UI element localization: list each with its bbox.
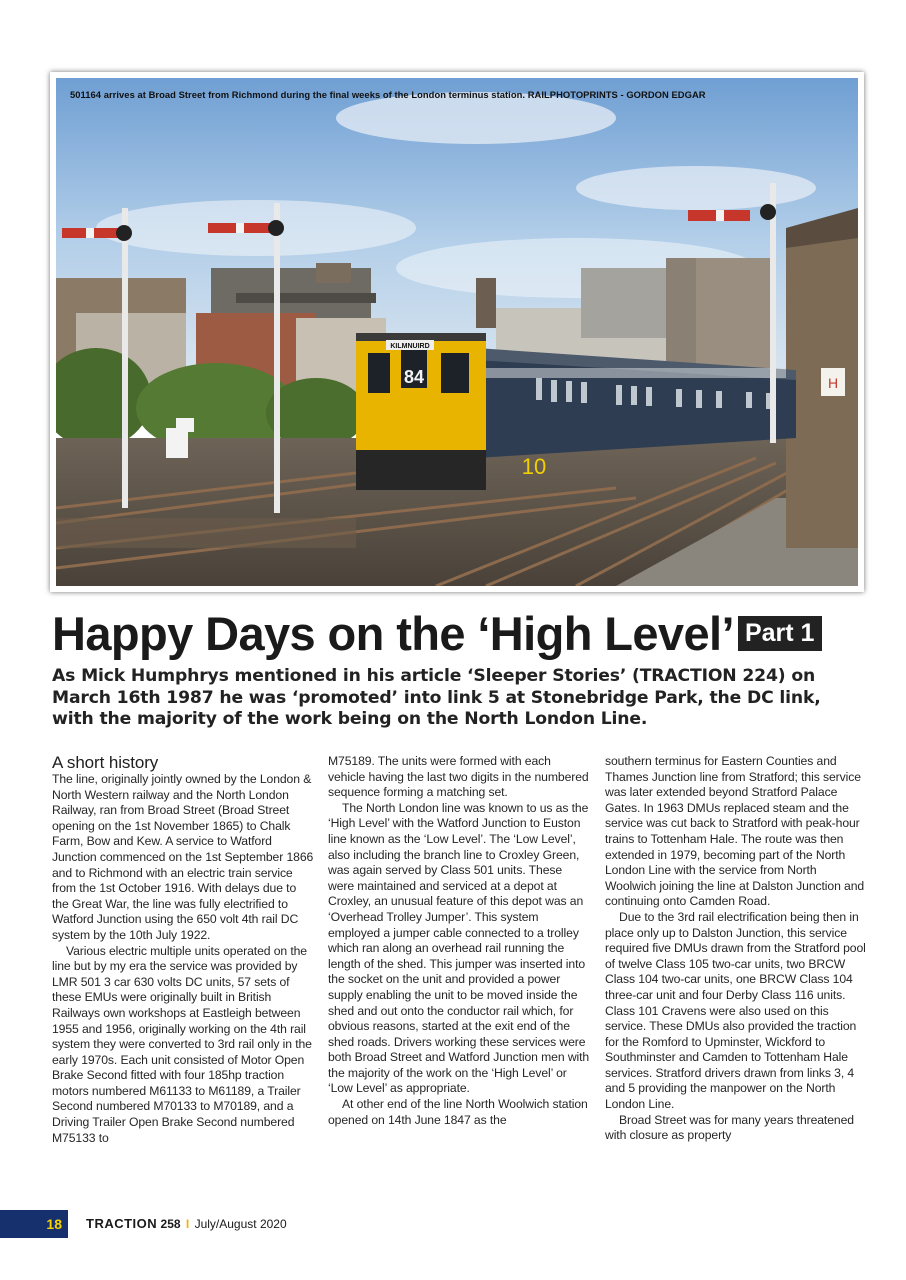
paragraph: southern terminus for Eastern Counties and Thames Junction line from Stratford; this service was later extended beyond Stratford Palace Gates. In 1963 DMUs replaced steam and the service was cut back to Stratford with peak-hour trains to Tottenham Hale. The route was then extended in 1979, becoming part of the North London Line with the service from North Woolwich joining the line at Dalston Junction and continuing onto Camden Road. bbox=[605, 754, 865, 909]
paragraph: At other end of the line North Woolwich station opened on 14th June 1847 as the bbox=[328, 1097, 588, 1127]
photo-caption: 501164 arrives at Broad Street from Richmond during the final weeks of the London terminus station. RAILPHOTOPRINTS - GORDON EDGAR bbox=[70, 89, 706, 100]
paragraph: The line, originally jointly owned by the London & North Western railway and the North London Railway, ran from Broad Street (Broad Street opening on the 1st November 1865) to Chalk Farm, Bow and Kew. A service to Watford Junction commenced on the 1st September 1866 and to Richmond with an electric train service from the 1st October 1916. With delays due to the Great War, the line was fully electrified to Watford Junction using the 650 volt 4th rail DC system by the 10th July 1922. bbox=[52, 772, 314, 942]
body-column-2 bbox=[328, 754, 590, 1128]
photo-frame bbox=[50, 72, 864, 592]
section-heading: A short history bbox=[52, 753, 159, 772]
article-title bbox=[52, 604, 822, 664]
article-title-text: Happy Days on the ‘High Level’ bbox=[52, 607, 734, 660]
head-number: 84 bbox=[403, 367, 425, 387]
paragraph: Various electric multiple units operated on the line but by my era the service was provided by LMR 501 3 car 630 volts DC units, 57 sets of these EMUs were originally built in British Railways own workshops at Eastleigh between 1955 and 1956, originally working on the 4th rail system they were converted to 3rd rail only in the early 1970s. Each unit consisted of Motor Open Brake Second fitted with four 185hp traction motors numbered M61133 to M61189, a Trailer Second numbered M70133 to M70189, and a Driving Trailer Open Brake Second numbered M75133 to bbox=[52, 943, 312, 1145]
standfirst: As Mick Humphrys mentioned in his article ‘Sleeper Stories’ (TRACTION 224) on March 16th 1987 he was ‘promoted’ into link 5 at Stonebridge Park, the DC link, with the majority of the work being on the North London Line. bbox=[52, 666, 821, 729]
issue-number: 258 bbox=[160, 1217, 181, 1231]
paragraph: The North London line was known to us as the ‘High Level’ with the Watford Junction to Euston line known as the ‘Low Level’. The ‘Low Level’, also including the branch line to Croxley Green, was again served by Class 501 units. These were maintained and serviced at a depot at Croxley, an unusual feature of this depot was an ‘Overhead Trolley Jumper’. This system employed a jumper cable connected to a trolley which ran along an overhead rail running the length of the shed. This jumper was inserted into the socket on the unit and provided a power supply enabling the unit to be moved inside the shed and out onto the conductor rail which, for obvious reasons, started at the exit end of the shed roads. Drivers working these services were both Broad Street and Watford Junction men with the majority of the work on the ‘High Level’ or ‘Low Level’ as appropriate. bbox=[328, 800, 590, 1096]
train-photo bbox=[56, 78, 858, 586]
issue-date: July/August 2020 bbox=[194, 1217, 287, 1231]
paragraph: M75189. The units were formed with each vehicle having the last two digits in the numbered sequence forming a matching set. bbox=[328, 754, 589, 800]
magazine-name: TRACTION bbox=[86, 1216, 158, 1231]
platform-sign: H bbox=[827, 375, 839, 391]
part-badge: Part 1 bbox=[738, 616, 822, 651]
paragraph: Due to the 3rd rail electrification being then in place only up to Dalston Junction, this service required five DMUs drawn from the Stratford pool of twelve Class 105 two-car units, two BRCW Class 104 two-car units, one BRCW Class 104 three-car unit and four Derby Class 116 units. Class 101 Cravens were also used on this service. These DMUs also provided the traction for the Romford to Upminster, Wickford to Southminster and Camden to Tottenham Hale services. Stratford drivers drawn from links 3, 4 and 5 providing the manpower on the North London Line. bbox=[605, 909, 866, 1112]
unit-number: 10 bbox=[521, 454, 547, 479]
folio bbox=[86, 1210, 287, 1238]
paragraph: Broad Street was for many years threatened with closure as property bbox=[605, 1112, 854, 1143]
page-number: 18 bbox=[0, 1210, 68, 1238]
body-column-3 bbox=[605, 754, 867, 1144]
headcode-blind: KILMNUIRD bbox=[390, 343, 430, 350]
body-column-1 bbox=[52, 754, 314, 1146]
page-footer bbox=[0, 1210, 400, 1238]
folio-separator: I bbox=[185, 1217, 190, 1231]
